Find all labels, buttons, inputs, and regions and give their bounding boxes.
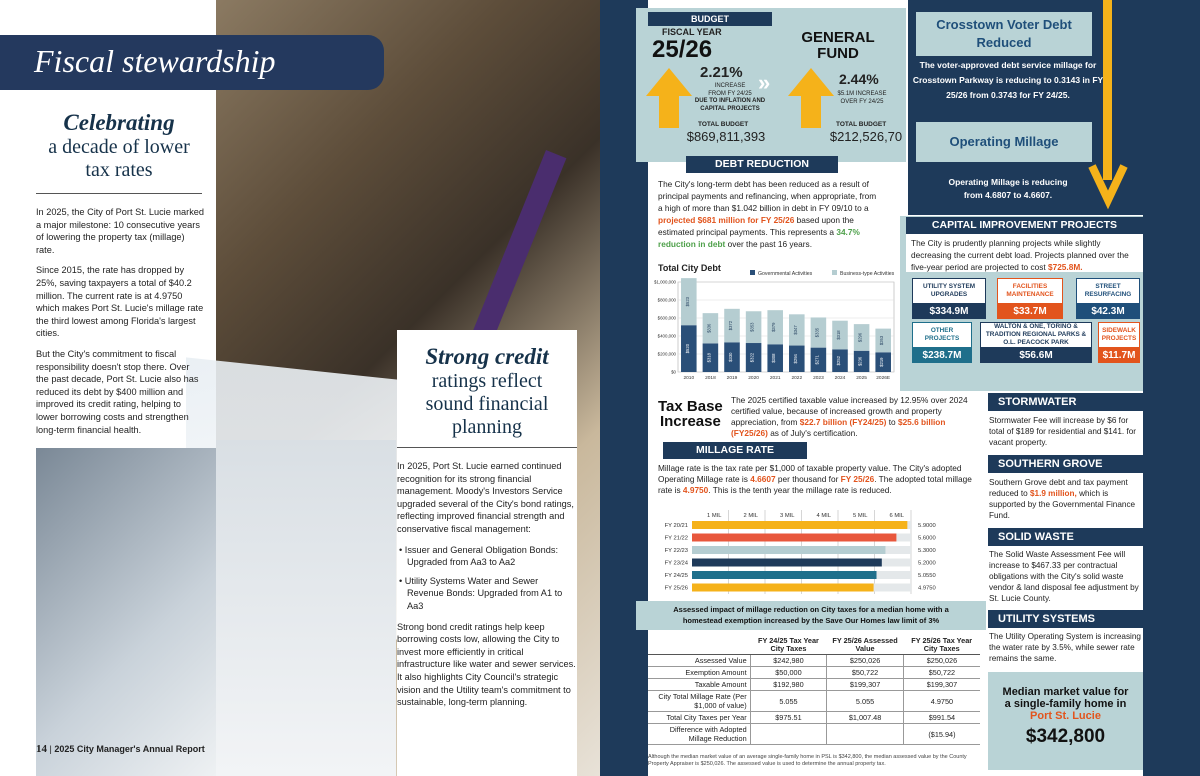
legend-label: Business-type Activities	[840, 271, 895, 277]
capital-item	[912, 322, 972, 363]
utility-systems-title: UTILITY SYSTEMS	[988, 610, 1143, 628]
value-label: 4.9750	[918, 585, 936, 592]
y-tick-label: $1,000,000	[654, 279, 676, 285]
capital-item	[980, 322, 1092, 363]
budget-label: BUDGET	[648, 12, 772, 26]
table-cell: $199,307	[827, 679, 904, 691]
table-cell: 5.055	[750, 691, 827, 712]
millage-title: MILLAGE RATE	[663, 442, 807, 459]
bar-label: $318	[836, 330, 841, 340]
table-cell	[750, 724, 827, 745]
y-tick-label: $200,000	[657, 351, 676, 357]
down-arrow-icon	[1088, 0, 1128, 210]
utility-systems-text: The Utility Operating System is increasing the water rate by 3.5%, while sewer rate remains the same.	[989, 632, 1141, 663]
x-tick-label: 2018	[705, 376, 716, 381]
up-arrow-icon	[788, 68, 834, 128]
taxbase-title: Tax Base Increase	[658, 398, 723, 430]
crosstown-title: Crosstown Voter Debt Reduced	[916, 12, 1092, 56]
capital-item-label: UTILITY SYSTEM UPGRADES	[912, 278, 986, 304]
x-tick-label: 2022	[791, 376, 803, 381]
table-cell: Assessed Value	[648, 655, 750, 667]
axis-label: 2 MIL	[743, 513, 758, 519]
table-cell: $242,980	[750, 655, 827, 667]
bar	[692, 559, 882, 567]
fy-label: FY 24/25	[664, 573, 688, 579]
capital-item-label: SIDEWALK PROJECTS	[1098, 322, 1140, 348]
budget-total: $869,811,393	[686, 129, 766, 144]
capital-item-value: $33.7M	[997, 304, 1063, 319]
capital-item	[1098, 322, 1140, 363]
bar-label: $271	[814, 355, 820, 365]
bar-label: $252	[836, 355, 841, 366]
middle-column: Strong credit ratings reflect sound financial planning In 2025, Port St. Lucie earned continued recognition for its strong financial management. Moody's Investors Service upgraded several of the City's bond ratings, reflecting improved financial strength and conservative fiscal management: • Issuer and General Obligation Bonds: Upgraded from Aa3 to Aa2 • Utility Systems Water and Sewer Revenue Bonds: Upgraded from A1 to Aa3 Strong bond credit ratings help keep borrowing costs low, allowing the City to invest more efficiently in critical infrastructure like water and sewer services. It also highlights City Council's strategic vision and the Utility team's commitment to sustainable, long-term planning.	[397, 330, 577, 776]
table-cell: $1,007.48	[827, 712, 904, 724]
fy-label: FY 20/21	[664, 523, 688, 529]
capital-grid	[906, 276, 1143, 388]
bar	[692, 571, 877, 579]
table-cell: City Total Millage Rate (Per $1,000 of value)	[648, 691, 750, 712]
table-row	[648, 667, 980, 679]
value-label: 5.9000	[918, 523, 936, 529]
bar-label: $236	[857, 356, 863, 367]
legend-label: Governmental Activities	[758, 271, 813, 277]
capital-item-value: $334.9M	[912, 304, 986, 319]
x-tick-label: 2021	[769, 376, 781, 381]
left-body: In 2025, the City of Port St. Lucie marked a major milestone: 10 consecutive years of lowering the property tax (millage) rate. Since 2015, the rate has dropped by 25%, saving taxpayers a total of $40.2 million. The current rate is at 4.9750 which makes Port St. Lucie's millage rate the third lowest among Florida's largest cities. But the City's commitment to fiscal responsibility doesn't stop there. Over the past decade, Port St. Lucie also has reduced its debt by $400 million and improved its credit rating, helping to lower borrowing costs and strengthen long-term financial health.	[36, 207, 205, 435]
debt-text: The City's long-term debt has been reduced as a result of principal payments and refinancing, when appropriate, from a high of more than $1.042 billion in debt in FY 09/10 to a projected $681 million for FY 25/26 based upon the estimated principal payments. This represents a 34.7% reduction in debt over the past 16 years.	[658, 179, 877, 249]
bar-label: $523	[684, 297, 690, 307]
taxbase-text: The 2025 certified taxable value increased by 12.95% over 2024 certified value, because of increased growth and property appreciation, from $22.7 billion (FY24/25) to $25.6 billion (FY25/26) as of July's certification.	[731, 395, 968, 438]
divider	[36, 193, 202, 194]
stormwater-text: Stormwater Fee will increase by $6 for total of $189 for residential and $141. for vacant property.	[989, 416, 1137, 447]
capital-item-label: OTHER PROJECTS	[912, 322, 972, 348]
bar-label: $294	[792, 354, 798, 364]
table-cell: Exemption Amount	[648, 667, 750, 679]
table-cell: 4.9750	[903, 691, 980, 712]
banner-title: Fiscal stewardship	[34, 43, 276, 79]
table-cell: $50,722	[903, 667, 980, 679]
budget-total-label: TOTAL BUDGET	[698, 121, 749, 128]
capital-item-label: WALTON & ONE, TORINO & TRADITION REGIONAL PARKS & O.L. PEACOCK PARK	[980, 322, 1092, 348]
credit-heading: Strong credit ratings reflect sound financial planning	[425, 344, 549, 438]
gf-increase-text: $5.1M INCREASE OVER FY 24/25	[837, 91, 887, 105]
y-tick-label: $600,000	[657, 315, 676, 321]
crosstown-panel	[908, 0, 1143, 215]
bar-label: $308	[771, 353, 777, 363]
y-tick-label: $400,000	[657, 333, 676, 339]
operating-title: Operating Millage	[916, 122, 1092, 162]
operating-text: Operating Millage is reducing from 4.6807 to 4.6607.	[948, 177, 1068, 200]
bar-label: $219	[879, 357, 885, 367]
x-tick-label: 2024	[834, 376, 846, 381]
bar-label: $347	[792, 325, 798, 335]
banner	[0, 35, 384, 90]
bar	[692, 546, 885, 554]
capital-text: The City is prudently planning projects while slightly decreasing the current debt load. Projects planned over the five-year period are projected to cost $725.8M.	[911, 238, 1129, 272]
bar-label: $263	[879, 335, 885, 346]
axis-label: 1 MIL	[707, 513, 722, 519]
budget-box	[636, 8, 906, 162]
southern-grove-title: SOUTHERN GROVE	[988, 455, 1143, 473]
gf-total: $212,526,70	[829, 129, 903, 144]
solid-waste-title: SOLID WASTE	[988, 528, 1143, 546]
axis-label: 5 MIL	[853, 513, 868, 519]
capital-item-value: $11.7M	[1098, 348, 1140, 363]
bar	[692, 584, 874, 592]
axis-label: 4 MIL	[816, 513, 831, 519]
value-label: 5.6000	[918, 535, 936, 542]
assessed-title: Assessed impact of millage reduction on City taxes for a median home with a homestead exemption increased by the Save Our Homes law limit of 3%	[673, 605, 949, 625]
budget-increase-text: INCREASE FROM FY 24/25 DUE TO INFLATION AND CAPITAL PROJECTS	[694, 83, 766, 112]
y-tick-label: $0	[671, 369, 676, 375]
x-tick-label: 2019	[726, 376, 738, 381]
millage-chart	[650, 508, 980, 596]
table-cell: Difference with Adopted Millage Reduction	[648, 724, 750, 745]
legend-swatch	[750, 270, 755, 275]
fy-label: FY 21/22	[664, 535, 688, 542]
table-cell: $192,980	[750, 679, 827, 691]
legend-swatch	[832, 270, 837, 275]
table-cell: Total City Taxes per Year	[648, 712, 750, 724]
assessed-table	[648, 636, 980, 745]
chart-title: Total City Debt	[658, 263, 721, 273]
general-fund-title: GENERAL FUND	[801, 29, 875, 62]
table-header	[648, 636, 750, 655]
bar-label: $336	[706, 323, 712, 333]
fy-label: FY 25/26	[664, 585, 688, 592]
bar-label: $330	[728, 352, 733, 362]
capital-item-label: STREET RESURFACING	[1076, 278, 1140, 304]
table-cell: $199,307	[903, 679, 980, 691]
median-value-box: Median market value for a single-family home in Port St. Lucie $342,800	[988, 672, 1143, 770]
axis-label: 6 MIL	[889, 513, 904, 519]
x-tick-label: 2020	[748, 376, 759, 381]
assessed-footnote: Although the median market value of an average single-family home in PSL is $342,800, the median assessed value by the County Property Appraiser is $250,026. The assessed value is used to determine the annual property tax.	[648, 754, 967, 767]
divider	[397, 447, 577, 448]
bar-label: $296	[857, 332, 863, 343]
crosstown-text: The voter-approved debt service millage for Crosstown Parkway is reducing to 0.3143 in FY 25/26 from 0.3743 for FY 24/25.	[912, 60, 1104, 100]
up-arrow-icon	[646, 68, 692, 128]
gf-pct: 2.44%	[839, 71, 879, 87]
bar	[692, 521, 907, 529]
table-row	[648, 691, 980, 712]
capital-item	[997, 278, 1063, 319]
table-cell: ($15.94)	[903, 724, 980, 745]
x-tick-label: 2023	[813, 376, 824, 381]
left-photo-lower	[36, 448, 216, 776]
bar-label: $353	[749, 322, 755, 332]
fy-label: FY 23/24	[664, 560, 688, 567]
x-tick-label: 2026E	[876, 376, 891, 381]
value-label: 5.2000	[918, 560, 936, 567]
table-cell: $975.51	[750, 712, 827, 724]
stormwater-title: STORMWATER	[988, 393, 1143, 411]
table-row	[648, 712, 980, 724]
chevron-right-icon: »	[758, 70, 771, 95]
bar-label: $335	[814, 327, 820, 338]
x-tick-label: 2010	[683, 376, 695, 381]
table-header: FY 25/26 Tax Year City Taxes	[903, 636, 980, 655]
capital-item-value: $238.7M	[912, 348, 972, 363]
celebrating-heading: Celebrating a decade of lower tax rates	[48, 110, 190, 181]
table-cell	[827, 724, 904, 745]
bar-label: $318	[706, 353, 712, 363]
value-label: 5.3000	[918, 548, 936, 554]
bar-label: $372	[728, 320, 733, 331]
fiscal-year: 25/26	[652, 36, 713, 63]
capital-item-value: $56.6M	[980, 348, 1092, 363]
table-cell: 5.055	[827, 691, 904, 712]
table-cell: $50,000	[750, 667, 827, 679]
table-cell: $250,026	[827, 655, 904, 667]
table-cell: Taxable Amount	[648, 679, 750, 691]
bar-label: $520	[684, 343, 690, 354]
table-row	[648, 724, 980, 745]
southern-grove-text: Southern Grove debt and tax payment reduced to $1.9 million, which is supported by the Governmental Finance Fund.	[989, 478, 1136, 520]
gf-total-label: TOTAL BUDGET	[836, 121, 887, 128]
debt-title: DEBT REDUCTION	[686, 156, 838, 173]
fiscal-year-label: FISCAL YEAR	[662, 27, 722, 37]
bar-label: $322	[749, 352, 755, 363]
table-cell: $250,026	[903, 655, 980, 667]
table-header: FY 25/26 Assessed Value	[827, 636, 904, 655]
capital-item-value: $42.3M	[1076, 304, 1140, 319]
table-row	[648, 655, 980, 667]
x-tick-label: 2025	[856, 376, 867, 381]
page-footer: 14 | 2025 City Manager's Annual Report	[36, 743, 205, 755]
assessed-title-box	[636, 601, 986, 630]
value-label: 5.0550	[918, 573, 936, 579]
millage-text: Millage rate is the tax rate per $1,000 of taxable property value. The City's adopted Operating Millage rate is 4.6607 per thousand for FY 25/26. The adopted total millage rate is 4.9750. This is the tenth year the millage rate is reduced.	[658, 463, 972, 495]
capital-item	[1076, 278, 1140, 319]
bar	[692, 534, 896, 542]
budget-pct: 2.21%	[700, 64, 743, 81]
debt-chart	[640, 266, 902, 384]
bar-label: $379	[771, 322, 777, 332]
y-tick-label: $800,000	[657, 297, 676, 303]
table-cell: $991.54	[903, 712, 980, 724]
middle-photo-bottom	[216, 440, 396, 776]
solid-waste-text: The Solid Waste Assessment Fee will increase to $467.33 per contractual obligations with the City's solid waste vendor & land disposal fee adjustment by St. Lucie County.	[989, 550, 1139, 603]
table-cell: $50,722	[827, 667, 904, 679]
capital-item-label: FACILITIES MAINTENANCE	[997, 278, 1063, 304]
axis-label: 3 MIL	[780, 513, 795, 519]
table-header: FY 24/25 Tax Year City Taxes	[750, 636, 827, 655]
table-row	[648, 679, 980, 691]
fy-label: FY 22/23	[664, 548, 688, 554]
capital-item	[912, 278, 986, 319]
capital-title: CAPITAL IMPROVEMENT PROJECTS	[906, 217, 1143, 234]
